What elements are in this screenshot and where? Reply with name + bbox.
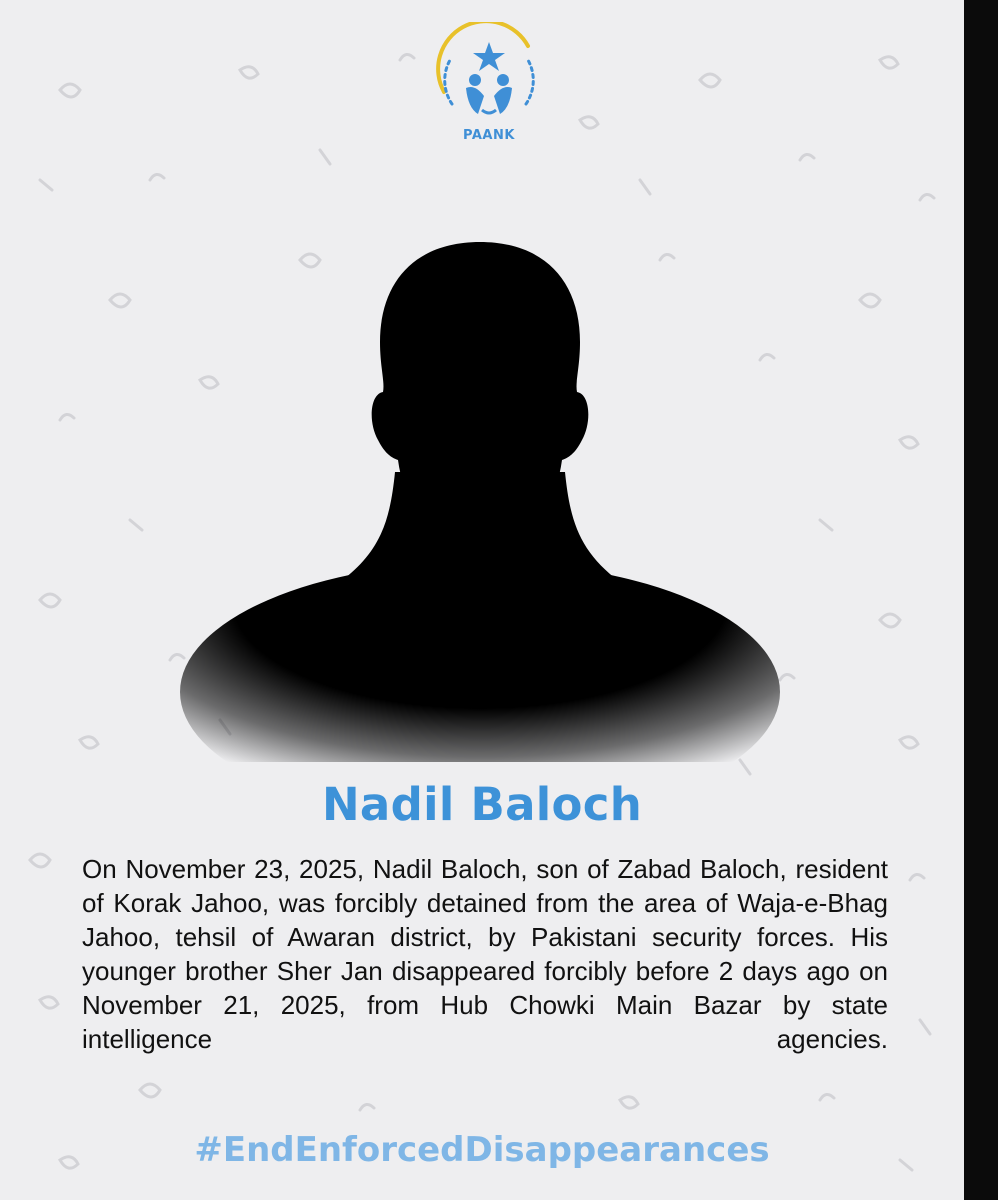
paank-logo [430,22,548,152]
person-silhouette [180,222,780,762]
right-edge-strip [964,0,998,1200]
description-text: On November 23, 2025, Nadil Baloch, son of Zabad Baloch, resident of Korak Jahoo, was forcibly detained from the area of Waja-e-Bhag Jahoo, tehsil of Awaran district, by Pakistani security forces. His younger brother Sher Jan disappeared forcibly before 2 days ago on November 21, 2025, from Hub Chowki Main Bazar by state intelligence agencies. [82,854,888,1054]
person-name: Nadil Baloch [321,778,643,831]
star-and-figures-emblem-icon [430,22,548,132]
hashtag: #EndEnforcedDisappearances [194,1130,770,1170]
logo-text: PAANK [463,128,515,143]
